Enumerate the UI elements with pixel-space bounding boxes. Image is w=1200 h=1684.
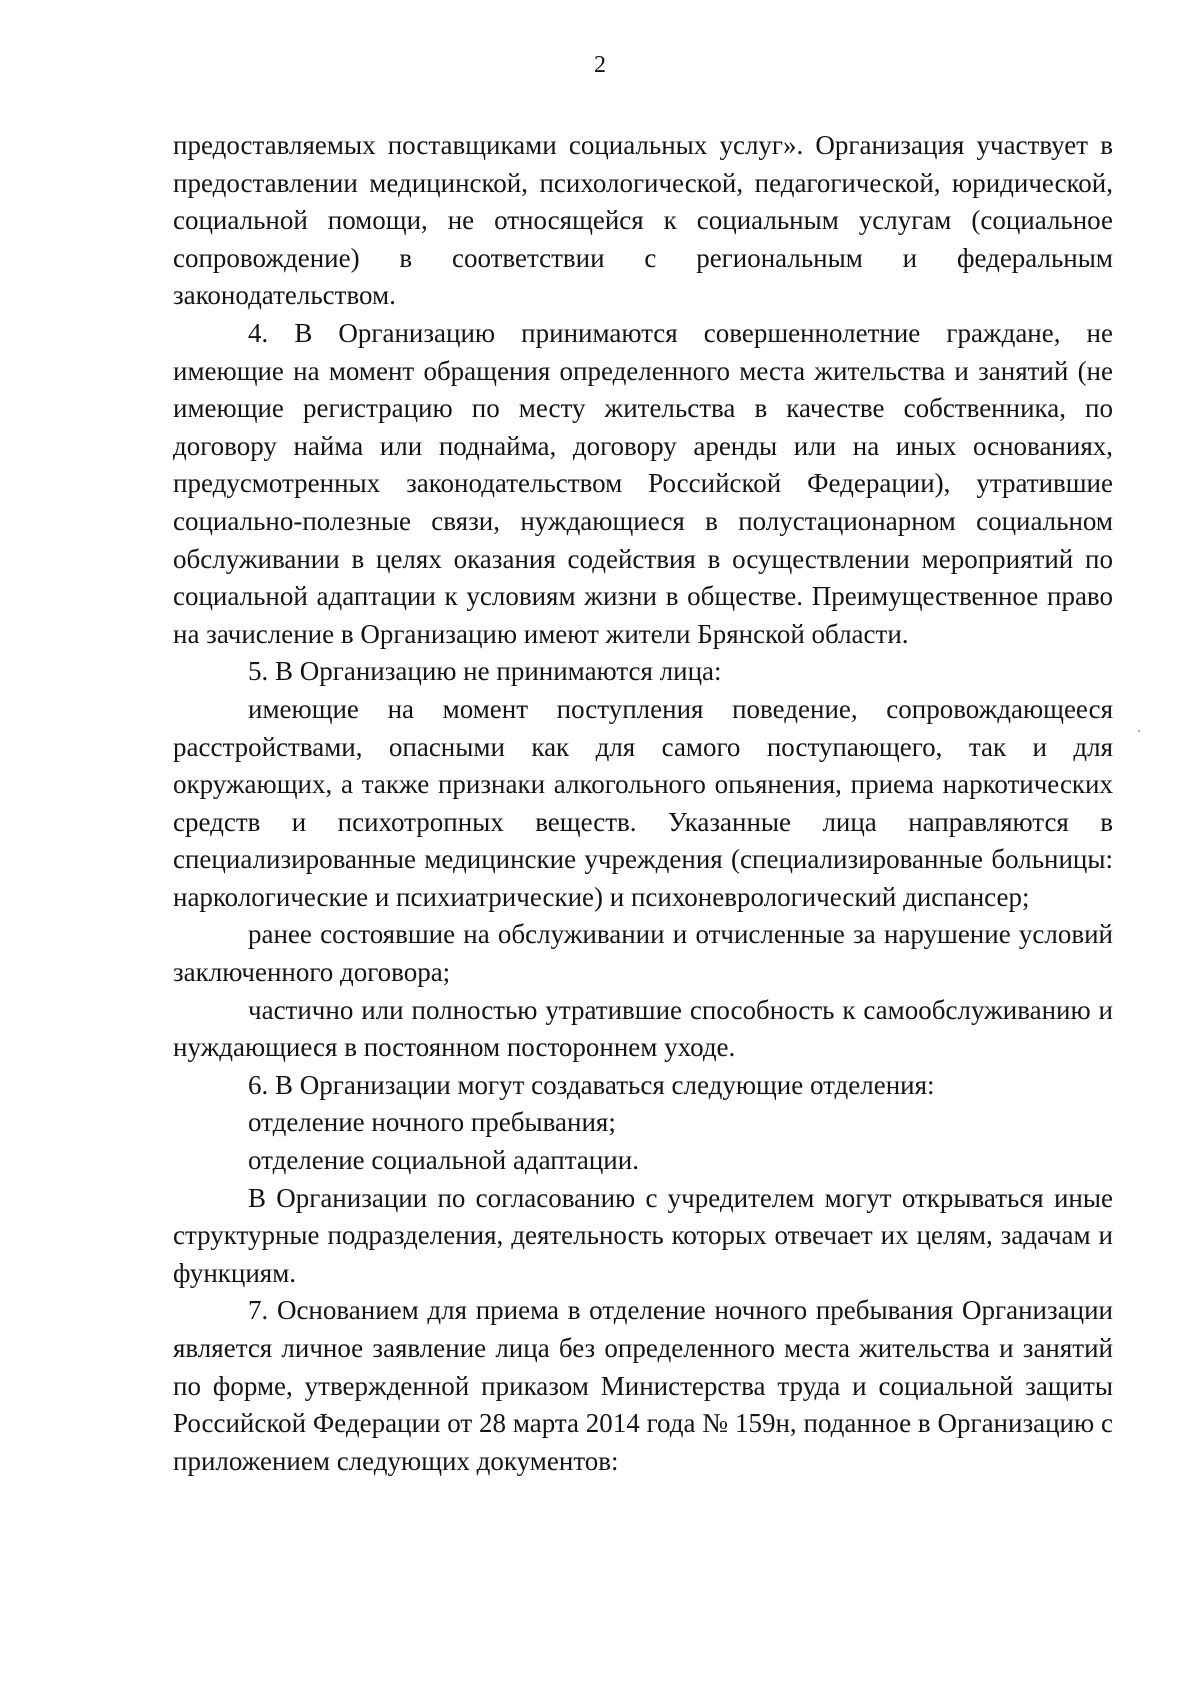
paragraph-item-6-note: В Организации по согласованию с учредителем могут открываться иные структурные подразделения, деятельность которых отвечает их целям, задачам и функциям. [173,1182,1113,1288]
paragraph-item-5-subitem-2: ранее состоявшие на обслуживании и отчисленные за нарушение условий заключенного договора; [173,919,1113,988]
scan-speck [1138,730,1140,732]
paragraph-item-7: 7. Основанием для приема в отделение ночного пребывания Организации является личное заявление лица без определенного места жительства и занятий по форме, утвержденной приказом Министерства труда и социальной защиты Российской Федерации от 28 марта 2014 года № 159н, поданное в Организацию с приложением следующих документов: [173,1295,1113,1476]
paragraph-item-4: 4. В Организацию принимаются совершеннолетние граждане, не имеющие на момент обращения определенного места жительства и занятий (не имеющие регистрацию по месту жительства в качестве собственника, по договору найма или поднайма, договору аренды или на иных основаниях, предусмотренных законодательством Российской Федерации), утратившие социально-полезные связи, нуждающиеся в полустационарном социальном обслуживании в целях оказания содействия в осуществлении мероприятий по социальной адаптации к условиям жизни в обществе. Преимущественное право на зачисление в Организацию имеют жители Брянской области. [173,317,1113,649]
paragraph-item-5: 5. В Организацию не принимаются лица: [248,656,722,687]
page-number: 2 [594,52,606,78]
paragraph-item-6-subitem-2: отделение социальной адаптации. [248,1145,639,1176]
paragraph-continuation: предоставляемых поставщиками социальных услуг». Организация участвует в предоставлении медицинской, психологической, педагогической, юридической, социальной помощи, не относящейся к социальным услугам (социальное сопровождение) в соответствии с региональным и федеральным законодательством. [173,130,1113,311]
paragraph-item-6-subitem-1: отделение ночного пребывания; [248,1107,616,1138]
document-body [173,127,1113,1480]
paragraph-item-6: 6. В Организации могут создаваться следующие отделения: [248,1069,935,1100]
paragraph-item-5-subitem-3: частично или полностью утратившие способность к самообслуживанию и нуждающиеся в постоянном постороннем уходе. [173,994,1113,1063]
paragraph-item-5-subitem-1: имеющие на момент поступления поведение, сопровождающееся расстройствами, опасными как для самого поступающего, так и для окружающих, а также признаки алкогольного опьянения, приема наркотических средств и психотропных веществ. Указанные лица направляются в специализированные медицинские учреждения (специализированные больницы: наркологические и психиатрические) и психоневрологический диспансер; [173,693,1113,912]
